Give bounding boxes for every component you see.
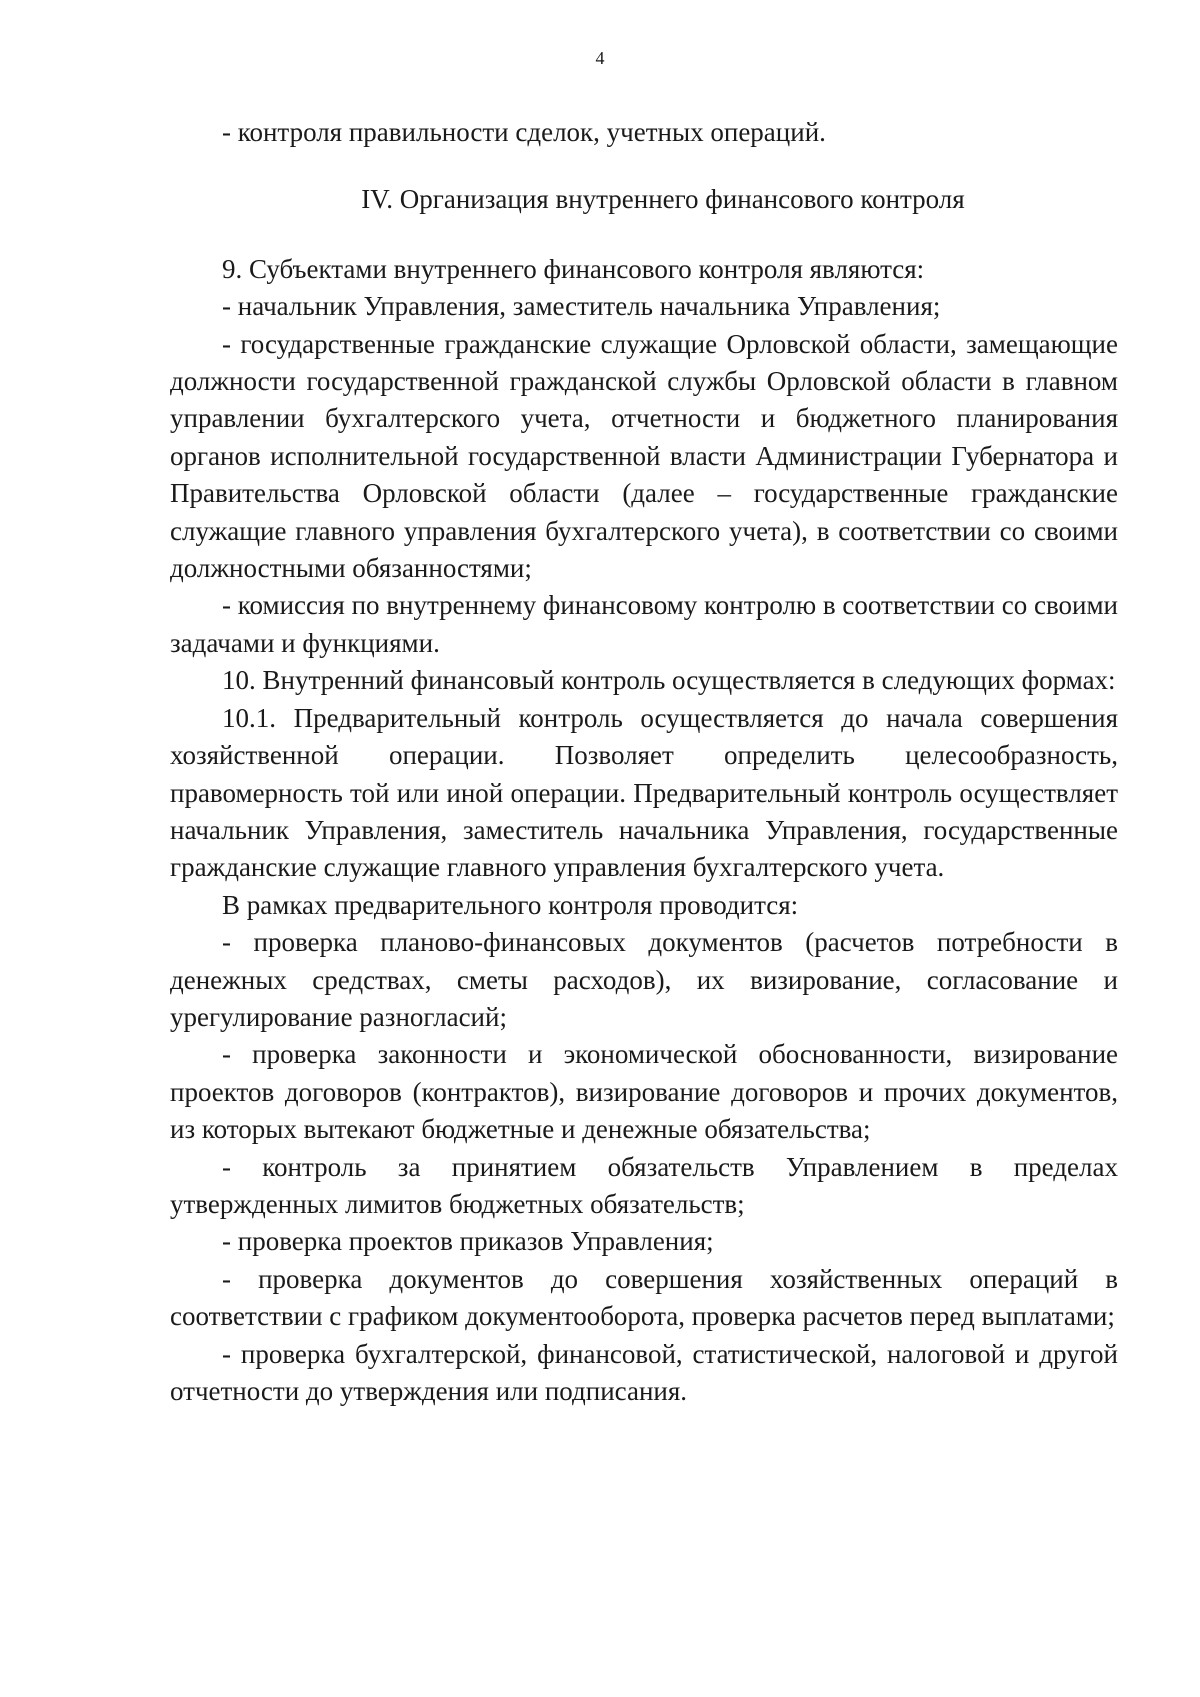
list-item-orders-check: - проверка проектов приказов Управления; [222, 1226, 714, 1257]
paragraph-control-forms: 10. Внутренний финансовый контроль осуществляется в следующих формах: [222, 665, 1116, 696]
list-item-documents-check: - проверка документов до совершения хозяйственных операций в соответствии с графиком документооборота, проверка расчетов перед выплатами; [170, 1263, 1118, 1332]
list-item-reporting-check: - проверка бухгалтерской, финансовой, статистической, налоговой и другой отчетности до утверждения или подписания. [170, 1338, 1118, 1406]
section-heading: IV. Организация внутреннего финансового контроля [361, 184, 965, 215]
intro-list-item: - контроля правильности сделок, учетных операций. [222, 117, 826, 147]
paragraph-subject-head: - начальник Управления, заместитель начальника Управления; [222, 291, 941, 322]
paragraph-subject-civil-servants: - государственные гражданские служащие Орловской области, замещающие должности государственной гражданской службы Орловской области в главном управлении бухгалтерского учета, отчетности и бюджетного планирования органов исполнительной государственной власти Администрации Губернатора и Правительства Орловской области (далее – государственные гражданские служащие главного управления бухгалтерского учета), в соответствии со своими должностными обязанностями; [170, 328, 1118, 584]
spacer [170, 151, 1118, 181]
list-item-obligations-control: - контроль за принятием обязательств Управлением в пределах утвержденных лимитов бюджетных обязательств; [170, 1151, 1118, 1219]
paragraph-preliminary-control: 10.1. Предварительный контроль осуществляется до начала совершения хозяйственной операции. Позволяет определить целесообразность, правомерность той или иной операции. Предварительный контроль осуществляет начальник Управления, заместитель начальника Управления, государственные гражданские служащие главного управления бухгалтерского учета. [170, 702, 1118, 883]
paragraph-subjects-intro: 9. Субъектами внутреннего финансового контроля являются: [222, 253, 925, 284]
page-number: 4 [595, 48, 605, 68]
list-item-plan-documents: - проверка планово-финансовых документов (расчетов потребности в денежных средствах, сметы расходов), их визирование, согласование и урегулирование разногласий; [170, 927, 1118, 1032]
paragraph-preliminary-scope: В рамках предварительного контроля проводится: [222, 889, 799, 920]
paragraph-subject-commission: - комиссия по внутреннему финансовому контролю в соответствии со своими задачами и функциями. [170, 590, 1118, 658]
list-item-contracts-check: - проверка законности и экономической обоснованности, визирование проектов договоров (контрактов), визирование договоров и прочих документов, из которых вытекают бюджетные и денежные обязательства; [170, 1039, 1118, 1145]
spacer [170, 219, 1118, 251]
document-body [170, 114, 1118, 1410]
